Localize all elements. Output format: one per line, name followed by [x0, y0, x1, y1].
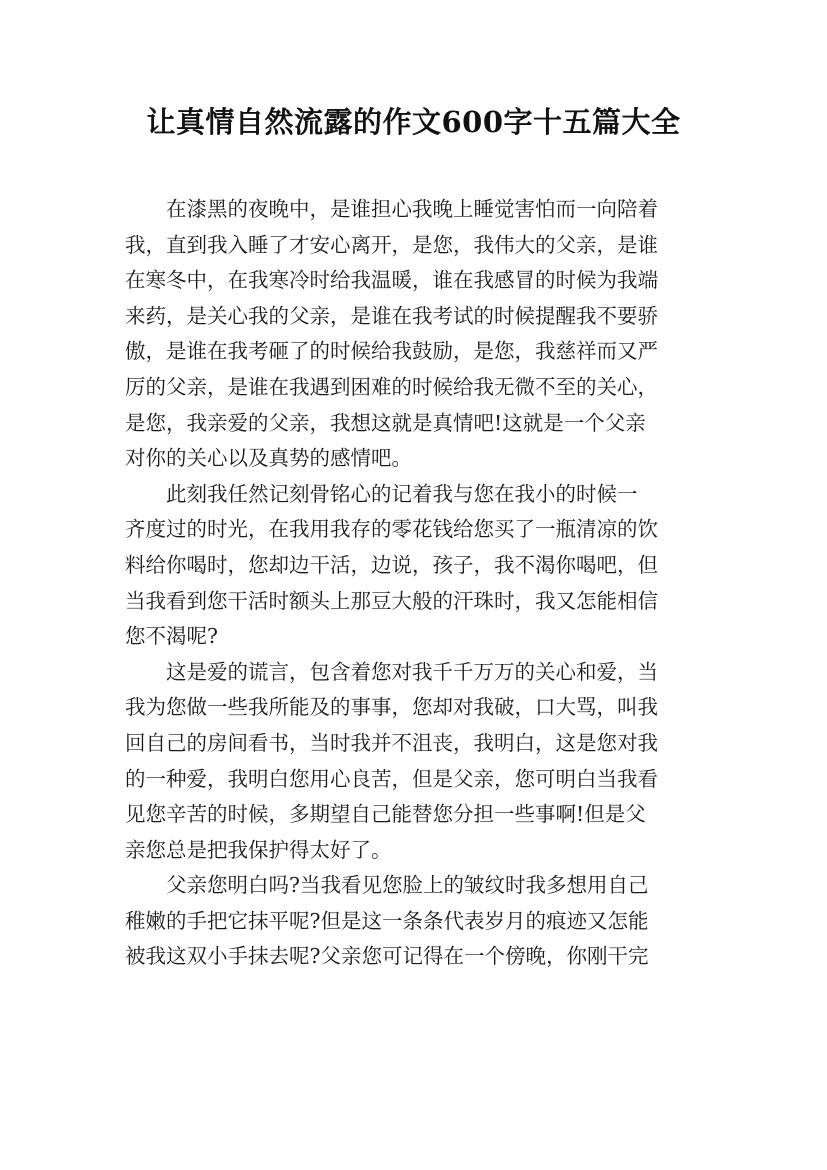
paragraph: 这是爱的谎言，包含着您对我千千万万的关心和爱，当 我为您做一些我所能及的事事，您却对我破，口大骂，叫我 回自己的房间看书，当时我并不沮丧，我明白，这是您对我 的一种爱，我明白您用心良苦，但是父亲，您可明白当我看 见您辛苦的时候，多期望自己能替您分担一些事啊!但是父 亲您总是把我保护得太好了。	[125, 659, 658, 862]
paragraph: 此刻我任然记刻骨铭心的记着我与您在我小的时候一 齐度过的时光，在我用我存的零花钱给您买了一瓶清凉的饮 料给你喝时，您却边干活，边说，孩子，我不渴你喝吧，但 当我看到您干活时额头上那豆大般的汗珠时，我又怎能相信 您不渴呢?	[125, 481, 658, 649]
document-title: 让真情自然流露的作文600字十五篇大全	[146, 105, 681, 139]
document-body	[125, 192, 705, 975]
paragraph: 在漆黑的夜晚中，是谁担心我晚上睡觉害怕而一向陪着 我，直到我入睡了才安心离开，是您，我伟大的父亲，是谁 在寒冬中，在我寒冷时给我温暖，谁在我感冒的时候为我端 来药，是关心我的父亲，是谁在我考试的时候提醒我不要骄 傲，是谁在我考砸了的时候给我鼓励，是您，我慈祥而又严 厉的父亲，是谁在我遇到困难的时候给我无微不至的关心， 是您，我亲爱的父亲，我想这就是真情吧!这就是一个父亲 对你的关心以及真势的感情吧。	[125, 197, 658, 471]
paragraph: 父亲您明白吗?当我看见您脸上的皱纹时我多想用自己 稚嫩的手把它抹平呢?但是这一条条代表岁月的痕迹又怎能 被我这双小手抹去呢?父亲您可记得在一个傍晚，你刚干完	[125, 873, 649, 969]
